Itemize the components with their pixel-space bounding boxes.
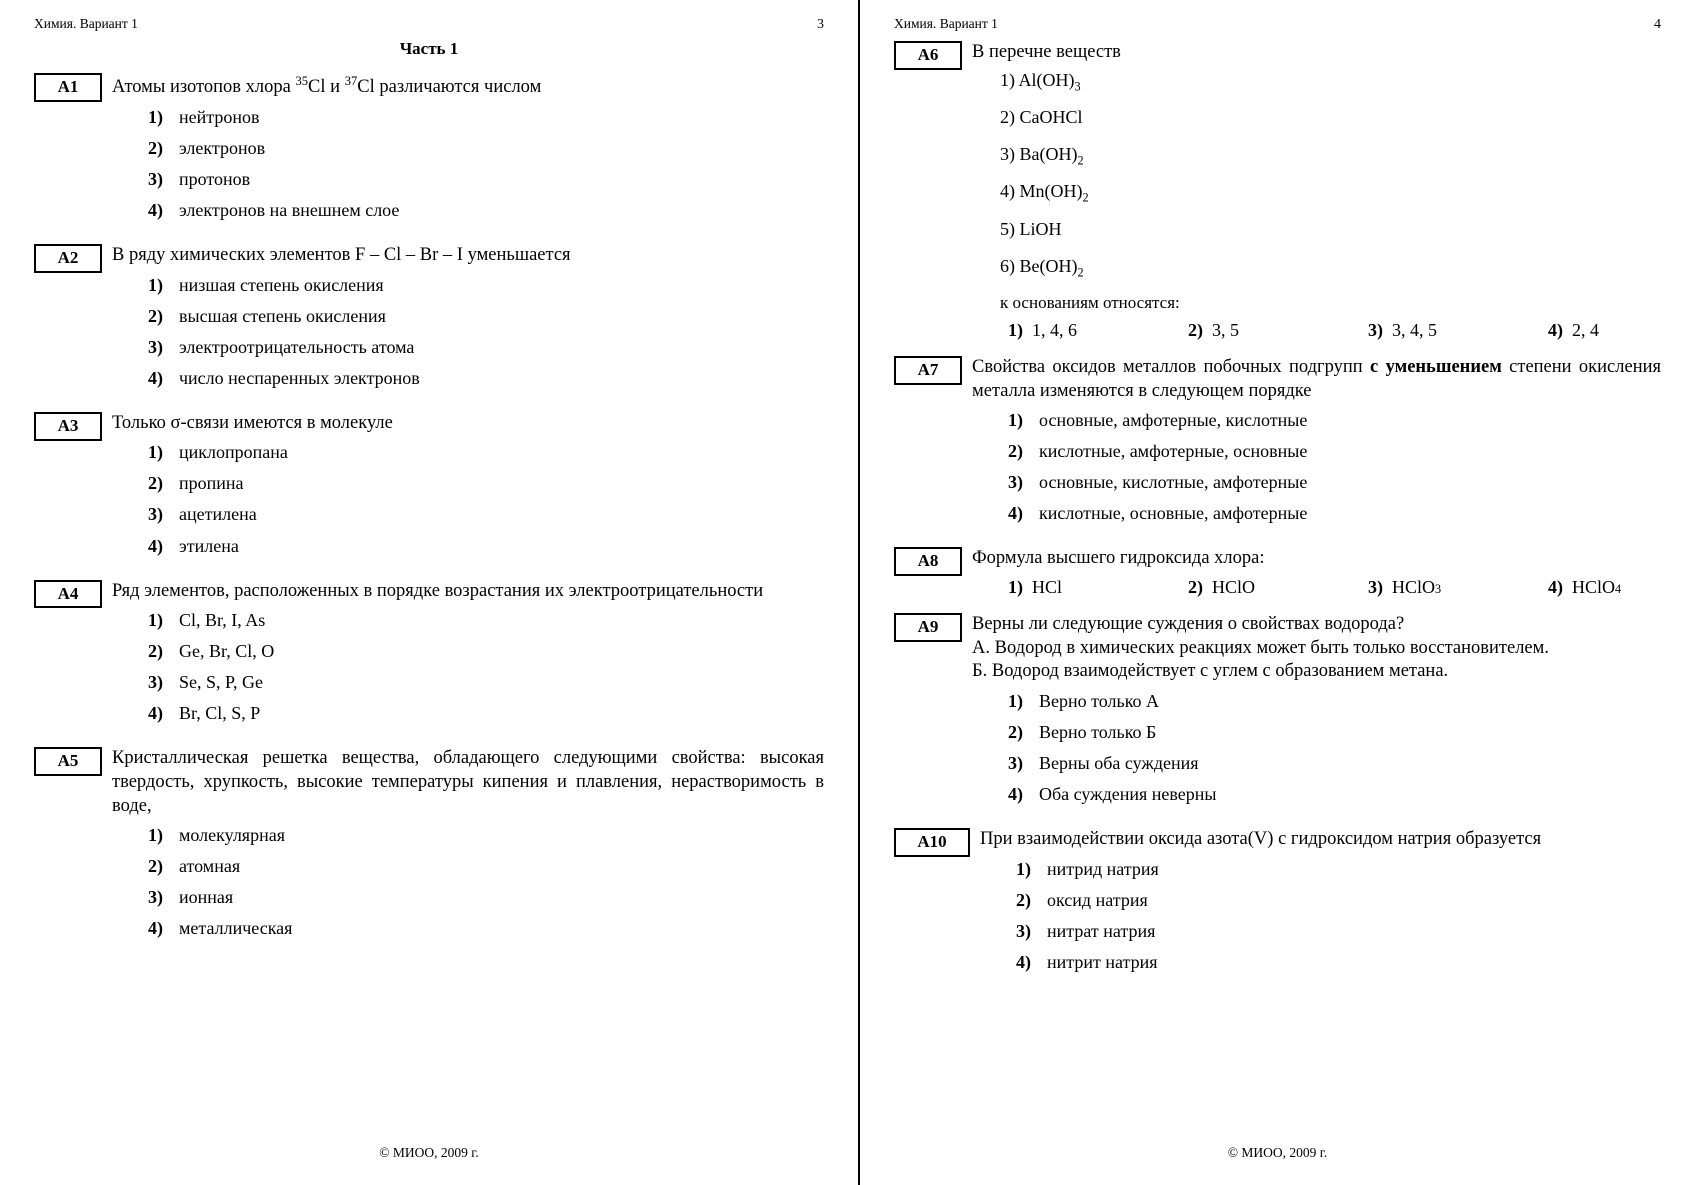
option-number: 2) bbox=[1008, 722, 1023, 743]
option[interactable] bbox=[1368, 319, 1548, 342]
option-label: число неспаренных электронов bbox=[179, 367, 420, 388]
option-label: кислотные, основные, амфотерные bbox=[1039, 503, 1308, 524]
question-a6-tail: к основаниям относятся: bbox=[1000, 293, 1180, 313]
option[interactable] bbox=[148, 671, 824, 694]
question-a1-stem bbox=[112, 73, 824, 100]
option-number: 1) bbox=[1008, 319, 1023, 340]
option[interactable] bbox=[148, 137, 824, 160]
option-label: протонов bbox=[179, 168, 251, 189]
option-label: ионная bbox=[179, 887, 234, 908]
page-left-number: 3 bbox=[817, 17, 824, 32]
substance-number: 5) bbox=[1000, 218, 1015, 239]
substance-item bbox=[1000, 106, 1695, 132]
option-number: 4) bbox=[148, 918, 163, 939]
option-label: высшая степень окисления bbox=[179, 305, 386, 326]
option-label: Верно только Б bbox=[1039, 722, 1157, 743]
question-a1-iso2-sup: 37 bbox=[344, 74, 358, 88]
option-label: электроотрицательность атома bbox=[179, 336, 415, 357]
option-label: Верно только А bbox=[1039, 691, 1160, 712]
option[interactable] bbox=[148, 535, 824, 558]
substance-number: 2) bbox=[1000, 106, 1015, 127]
option-label: Se, S, P, Ge bbox=[179, 672, 264, 693]
option[interactable] bbox=[148, 199, 824, 222]
option-number: 4) bbox=[1548, 319, 1563, 340]
option[interactable] bbox=[148, 855, 824, 878]
option[interactable] bbox=[148, 336, 824, 359]
option-number: 2) bbox=[1008, 441, 1023, 462]
option[interactable] bbox=[1016, 889, 1661, 912]
question-a8-code: A8 bbox=[894, 547, 962, 576]
question-a7-stem-part2: степени окисления металла изменяются в следующем порядке bbox=[972, 356, 1662, 401]
option-subscript: 4 bbox=[1615, 582, 1622, 597]
option-number: 2) bbox=[148, 137, 163, 158]
option[interactable] bbox=[1008, 576, 1188, 599]
question-a6-substance-list bbox=[1000, 69, 1695, 282]
option-number: 3) bbox=[148, 336, 163, 357]
option-number: 2) bbox=[148, 305, 163, 326]
option-label: атомная bbox=[179, 856, 241, 877]
option-number: 3) bbox=[148, 887, 163, 908]
option[interactable] bbox=[148, 503, 824, 526]
question-a1-body bbox=[112, 73, 824, 230]
question-a9-stem-line1: Верны ли следующие суждения о свойствах водорода? bbox=[972, 614, 1405, 635]
option-number: 3) bbox=[1368, 319, 1383, 340]
page-right-number: 4 bbox=[1654, 17, 1661, 32]
option-label: электронов на внешнем слое bbox=[179, 199, 400, 220]
question-a3-options bbox=[112, 441, 824, 557]
option[interactable] bbox=[1008, 440, 1661, 463]
page-right-header bbox=[894, 16, 1661, 33]
question-a7-stem bbox=[972, 356, 1661, 403]
option-label: низшая степень окисления bbox=[179, 274, 384, 295]
question-a10-code: A10 bbox=[894, 828, 970, 857]
option-label: нитрид натрия bbox=[1047, 858, 1159, 879]
option-number: 4) bbox=[1008, 503, 1023, 524]
question-a10-stem: При взаимодействии оксида азота(V) с гидроксидом натрия образуется bbox=[980, 829, 1542, 850]
page-right bbox=[860, 0, 1695, 1185]
option-number: 4) bbox=[1548, 577, 1563, 598]
substance-formula: Mn(OH) bbox=[1019, 181, 1083, 202]
option[interactable] bbox=[1548, 319, 1695, 342]
substance-number: 3) bbox=[1000, 144, 1015, 165]
option-number: 1) bbox=[148, 442, 163, 463]
option[interactable] bbox=[1008, 690, 1661, 713]
option[interactable] bbox=[1016, 951, 1661, 974]
option-number: 3) bbox=[1016, 921, 1031, 941]
option-label: молекулярная bbox=[179, 825, 285, 846]
question-a9-body bbox=[972, 613, 1661, 814]
question-a4-stem: Ряд элементов, расположенных в порядке возрастания их электроотрицательности bbox=[112, 580, 764, 601]
question-a9-stem-line3: Б. Водород взаимодействует с углем с образованием метана. bbox=[972, 661, 1449, 682]
question-a4 bbox=[34, 580, 824, 734]
option-label: Br, Cl, S, P bbox=[179, 703, 261, 724]
question-a7-options bbox=[972, 409, 1661, 525]
question-a6 bbox=[894, 41, 1661, 342]
question-a6-answers bbox=[1008, 319, 1695, 342]
question-a2-stem: В ряду химических элементов F – Cl – Br – I уменьшается bbox=[112, 244, 571, 265]
option-label: циклопропана bbox=[179, 442, 288, 463]
option-number: 1) bbox=[1008, 691, 1023, 712]
option-number: 1) bbox=[1008, 410, 1023, 431]
question-a3-body bbox=[112, 412, 824, 566]
substance-formula: Be(OH) bbox=[1019, 255, 1078, 276]
question-a4-code: A4 bbox=[34, 580, 102, 609]
page-left-header bbox=[34, 16, 824, 33]
question-a8 bbox=[894, 547, 1661, 599]
page-left-header-title: Химия. Вариант 1 bbox=[34, 16, 138, 31]
question-a2 bbox=[34, 244, 824, 398]
option-label: HCl bbox=[1032, 577, 1063, 598]
option-label: металлическая bbox=[179, 918, 293, 939]
option-number: 4) bbox=[1016, 952, 1031, 973]
option-number: 2) bbox=[148, 473, 163, 494]
option[interactable] bbox=[148, 886, 824, 909]
substance-subscript: 2 bbox=[1082, 191, 1089, 206]
option[interactable] bbox=[1008, 783, 1661, 806]
substance-formula: Al(OH) bbox=[1018, 69, 1075, 90]
question-a10 bbox=[894, 828, 1661, 982]
option[interactable] bbox=[148, 640, 824, 663]
question-a1-options bbox=[112, 106, 824, 222]
option-number: 3) bbox=[1368, 577, 1383, 598]
option-label: нитрит натрия bbox=[1047, 952, 1158, 973]
option-label: Верны оба суждения bbox=[1039, 753, 1199, 774]
option-label: основные, амфотерные, кислотные bbox=[1039, 410, 1308, 431]
option-label: кислотные, амфотерные, основные bbox=[1039, 441, 1308, 462]
option-number: 1) bbox=[148, 106, 163, 127]
option-label: Оба суждения неверны bbox=[1039, 784, 1217, 805]
option[interactable] bbox=[1008, 409, 1661, 432]
question-a1-iso1-sup: 35 bbox=[295, 74, 309, 88]
question-a7-stem-part1: Свойства оксидов металлов побочных подгрупп bbox=[972, 356, 1371, 377]
option-number: 1) bbox=[1008, 577, 1023, 598]
substance-item bbox=[1000, 143, 1695, 169]
option-label: Ge, Br, Cl, O bbox=[179, 641, 275, 662]
option-label: пропина bbox=[179, 473, 244, 494]
option-number: 4) bbox=[148, 535, 163, 556]
option[interactable] bbox=[1548, 576, 1695, 599]
option-number: 3) bbox=[1008, 472, 1023, 493]
option-label: нейтронов bbox=[179, 106, 260, 127]
option[interactable] bbox=[1008, 319, 1188, 342]
question-a1-stem-post: различаются числом bbox=[374, 77, 542, 98]
question-a3 bbox=[34, 412, 824, 566]
question-a5-body bbox=[112, 747, 824, 948]
question-a1-stem-pre: Атомы изотопов хлора bbox=[112, 77, 296, 98]
option-number: 3) bbox=[148, 672, 163, 693]
question-a9-stem-line2: А. Водород в химических реакциях может быть только восстановителем. bbox=[972, 637, 1549, 658]
option[interactable] bbox=[1008, 471, 1661, 494]
substance-formula: LiOH bbox=[1019, 218, 1062, 239]
question-a1-iso1: Cl bbox=[308, 77, 326, 98]
question-a8-body bbox=[972, 547, 1695, 599]
option-number: 3) bbox=[148, 168, 163, 189]
question-a4-options bbox=[112, 609, 824, 725]
option-number: 3) bbox=[1008, 753, 1023, 774]
option-number: 4) bbox=[148, 367, 163, 388]
question-a1-stem-mid: и bbox=[325, 77, 345, 98]
option-label: 3, 4, 5 bbox=[1392, 319, 1437, 340]
option-number: 2) bbox=[148, 856, 163, 877]
option[interactable] bbox=[148, 274, 824, 297]
question-a6-body bbox=[972, 41, 1695, 342]
question-a3-stem: Только σ-связи имеются в молекуле bbox=[112, 412, 393, 433]
option-label: Cl, Br, I, As bbox=[179, 610, 266, 631]
option[interactable] bbox=[148, 168, 824, 191]
substance-subscript: 3 bbox=[1074, 79, 1081, 94]
option[interactable] bbox=[1188, 576, 1368, 599]
substance-item bbox=[1000, 218, 1695, 244]
question-a5-stem: Кристаллическая решетка вещества, обладающего следующими свойства: высокая твердость, хрупкость, высокие температуры кипения и плавления, нерастворимость в воде, bbox=[112, 748, 824, 816]
option-label: HClO bbox=[1392, 577, 1436, 598]
substance-number: 1) bbox=[1000, 69, 1015, 90]
question-a1-iso2: Cl bbox=[357, 77, 375, 98]
option[interactable] bbox=[1008, 502, 1661, 525]
option-label: ацетилена bbox=[179, 504, 257, 525]
question-a8-stem: Формула высшего гидроксида хлора: bbox=[972, 548, 1265, 569]
question-a2-options bbox=[112, 274, 824, 390]
option-number: 2) bbox=[1016, 889, 1031, 910]
option[interactable] bbox=[1368, 576, 1548, 599]
option[interactable] bbox=[148, 609, 824, 632]
substance-subscript: 2 bbox=[1077, 153, 1084, 168]
option-number: 1) bbox=[148, 274, 163, 295]
option[interactable] bbox=[1008, 752, 1661, 775]
question-a7-stem-emphasis: с уменьшением bbox=[1370, 356, 1502, 377]
option-number: 3) bbox=[148, 504, 163, 525]
option-number: 2) bbox=[1188, 319, 1203, 340]
option[interactable] bbox=[148, 917, 824, 940]
question-a5-options bbox=[112, 824, 824, 940]
page-left-footer: © МИОО, 2009 г. bbox=[379, 1145, 479, 1160]
option-subscript: 3 bbox=[1435, 582, 1442, 597]
option-number: 4) bbox=[148, 199, 163, 220]
option[interactable] bbox=[148, 472, 824, 495]
option[interactable] bbox=[148, 106, 824, 129]
option-label: нитрат натрия bbox=[1047, 921, 1156, 941]
substance-number: 6) bbox=[1000, 255, 1015, 276]
option-label: этилена bbox=[179, 535, 239, 556]
option-number: 2) bbox=[1188, 577, 1203, 598]
option-label: 3, 5 bbox=[1212, 319, 1239, 340]
option[interactable] bbox=[1016, 858, 1661, 881]
question-a9-code: A9 bbox=[894, 613, 962, 642]
question-a6-stem: В перечне веществ bbox=[972, 42, 1121, 62]
option-label: 1, 4, 6 bbox=[1032, 319, 1077, 340]
option-label: электронов bbox=[179, 137, 266, 158]
option-number: 1) bbox=[148, 610, 163, 631]
option[interactable] bbox=[148, 441, 824, 464]
question-a1 bbox=[34, 73, 824, 230]
option[interactable] bbox=[148, 367, 824, 390]
question-a9-options bbox=[972, 690, 1661, 806]
substance-formula: CaOHCl bbox=[1019, 106, 1083, 127]
question-a6-code: A6 bbox=[894, 41, 962, 70]
option[interactable] bbox=[1188, 319, 1368, 342]
part-title: Часть 1 bbox=[399, 39, 459, 58]
question-a7-body bbox=[972, 356, 1661, 533]
option-label: HClO bbox=[1572, 577, 1616, 598]
question-a10-body bbox=[980, 828, 1661, 982]
question-a7-code: A7 bbox=[894, 356, 962, 385]
substance-number: 4) bbox=[1000, 181, 1015, 202]
question-a2-body bbox=[112, 244, 824, 398]
option-number: 4) bbox=[1008, 784, 1023, 805]
substance-subscript: 2 bbox=[1077, 265, 1084, 280]
option-number: 1) bbox=[1016, 858, 1031, 879]
question-a10-options bbox=[980, 858, 1661, 974]
substance-formula: Ba(OH) bbox=[1019, 144, 1078, 165]
substance-item bbox=[1000, 69, 1695, 95]
question-a3-code: A3 bbox=[34, 412, 102, 441]
option-label: оксид натрия bbox=[1047, 889, 1148, 910]
option[interactable] bbox=[148, 305, 824, 328]
question-a9 bbox=[894, 613, 1661, 814]
page-right-footer: © МИОО, 2009 г. bbox=[1227, 1145, 1328, 1160]
option[interactable] bbox=[148, 702, 824, 725]
question-a1-code: A1 bbox=[34, 73, 102, 102]
option[interactable] bbox=[1008, 721, 1661, 744]
option-label: 2, 4 bbox=[1572, 319, 1599, 340]
option[interactable] bbox=[148, 824, 824, 847]
substance-item bbox=[1000, 180, 1695, 206]
question-a5 bbox=[34, 747, 824, 948]
option-number: 4) bbox=[148, 703, 163, 724]
option-number: 2) bbox=[148, 641, 163, 662]
option-label: основные, кислотные, амфотерные bbox=[1039, 472, 1308, 493]
question-a5-code: A5 bbox=[34, 747, 102, 776]
question-a2-code: A2 bbox=[34, 244, 102, 273]
substance-item bbox=[1000, 255, 1695, 281]
question-a4-body bbox=[112, 580, 824, 734]
option-number: 1) bbox=[148, 825, 163, 846]
option-label: HClO bbox=[1212, 577, 1256, 598]
option[interactable] bbox=[1016, 920, 1661, 943]
page-right-header-title: Химия. Вариант 1 bbox=[894, 16, 998, 31]
question-a7 bbox=[894, 356, 1661, 533]
question-a8-answers bbox=[1008, 576, 1695, 599]
